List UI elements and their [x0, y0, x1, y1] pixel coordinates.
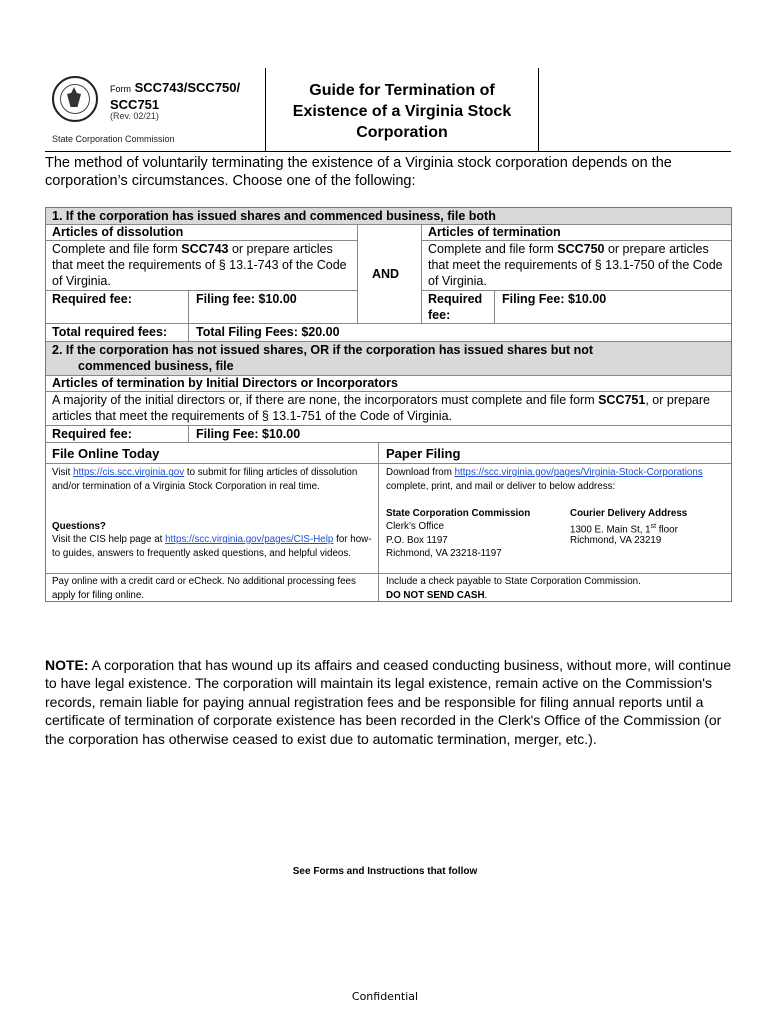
mail-title: State Corporation Commission [386, 508, 531, 519]
left-box-right-edge [357, 224, 358, 323]
dissolution-fee: Filing fee: $10.00 [196, 292, 297, 306]
courier-line1-sup: st [650, 523, 657, 530]
mail-line1: Clerk’s Office [386, 521, 444, 532]
title-line3: Corporation [356, 124, 448, 141]
rule [188, 323, 189, 341]
stock-corporations-link[interactable]: https://scc.virginia.gov/pages/Virginia-Stock-Corporations [454, 467, 703, 478]
option2-title: Articles of termination by Initial Directors or Incorporators [52, 376, 398, 390]
online-heading: File Online Today [52, 446, 160, 461]
option2-description [52, 392, 728, 424]
visit-post: to submit for filing articles of dissolution and/or termination of a Virginia Stock Corporation in real time. [52, 467, 358, 492]
dissolution-fee-label: Required fee: [52, 292, 132, 306]
termination-fee: Filing Fee: $10.00 [502, 292, 607, 306]
questions-label: Questions? [52, 521, 106, 532]
dissolution-post: or prepare articles that meet the requirements of § 13.1-743 of the Code of Virginia. [52, 242, 347, 288]
form-number [110, 80, 240, 113]
download-pre: Download from [386, 467, 455, 478]
rule [46, 442, 731, 443]
total-fees-label: Total required fees: [52, 325, 168, 339]
intro-text: The method of voluntarily terminating the existence of a Virginia stock corporation depends on the corporation’s circumstances. Choose one of the following: [45, 155, 672, 189]
page-title [268, 80, 536, 143]
termination-title: Articles of termination [428, 225, 561, 239]
title-line2: Existence of a Virginia Stock [292, 103, 512, 120]
footer-confidential: Confidential [351, 990, 419, 1003]
online-payment-text: Pay online with a credit card or eCheck. No additional processing fees apply for filing online. [52, 576, 356, 601]
option2-body-pre: A majority of the initial directors or, if there are none, the incorporators must complete and file form [52, 393, 599, 407]
right-box-left-edge [421, 224, 422, 323]
form-scc750: SCC750 [557, 242, 605, 256]
courier-title: Courier Delivery Address [570, 508, 688, 519]
help-pre: Visit the CIS help page at [52, 534, 166, 545]
option1-heading: 1. If the corporation has issued shares and commenced business, file both [52, 209, 496, 223]
title-line1: Guide for Termination of [309, 82, 495, 99]
dissolution-pre: Complete and file form [52, 242, 182, 256]
dissolution-description [52, 241, 352, 289]
form-scc751: SCC751 [598, 393, 646, 407]
mail-line2: P.O. Box 1197 [386, 535, 448, 546]
no-cash-warning: DO NOT SEND CASH [386, 589, 485, 601]
header-divider-left [265, 68, 266, 152]
note-paragraph [45, 656, 735, 748]
mail-line3: Richmond, VA 23218-1197 [386, 548, 502, 559]
option2-fee: Filing Fee: $10.00 [196, 427, 301, 441]
visit-pre: Visit [52, 467, 74, 478]
cis-link[interactable]: https://cis.scc.virginia.gov [73, 467, 185, 478]
form-numbers-line2: SCC751 [110, 97, 160, 112]
termination-description [428, 241, 724, 289]
courier-line1-post: floor [656, 524, 678, 536]
agency-name: State Corporation Commission [52, 134, 175, 144]
header-rule [45, 151, 731, 152]
virginia-seal-icon [52, 76, 98, 122]
rule [46, 463, 731, 464]
download-text [386, 466, 726, 493]
option2-body-post: , or prepare articles that meet the requirements of § 13.1-751 of the Code of Virginia. [52, 393, 710, 423]
rule [188, 290, 189, 323]
rule [494, 290, 495, 323]
revision-date: (Rev. 02/21) [110, 111, 159, 121]
and-connector: AND [372, 267, 400, 281]
no-cash-period: . [484, 589, 488, 601]
termination-post: or prepare articles that meet the requirements of § 13.1-750 of the Code of Virginia. [428, 242, 723, 288]
help-post: for how-to guides, answers to frequently asked questions, and helpful videos. [52, 534, 372, 559]
header-divider-right [538, 68, 539, 152]
termination-fee-label: Required fee: [428, 292, 483, 322]
termination-pre: Complete and file form [428, 242, 558, 256]
see-forms-text: See Forms and Instructions that follow [292, 866, 478, 877]
form-numbers-line1: SCC743/SCC750/ [134, 80, 241, 95]
rule [378, 442, 379, 601]
rule [46, 425, 731, 426]
rule [188, 425, 189, 442]
total-fees-value: Total Filing Fees: $20.00 [196, 325, 340, 339]
option2-heading-line2: commenced business, file [78, 359, 234, 373]
option2-heading-line1: 2. If the corporation has not issued shares, OR if the corporation has issued shares but not [52, 343, 594, 357]
check-note [386, 575, 726, 602]
dissolution-title: Articles of dissolution [52, 225, 184, 239]
option2-fee-label: Required fee: [52, 427, 132, 441]
rule [46, 573, 731, 574]
courier-line2: Richmond, VA 23219 [570, 535, 662, 546]
help-text [52, 533, 372, 560]
form-prefix: Form [110, 84, 131, 94]
courier-line1-pre: 1300 E. Main St, 1 [570, 524, 651, 536]
note-text: A corporation that has wound up its affairs and ceased conducting business, without more, will continue to have legal existence. The corporation will maintain its legal existence, remain active on the Commission's records, remain liable for paying annual registration fees and be responsible for filing annual reports until a certificate of termination of corporate existence has been recorded in the Clerk's Office of the Commission (or the corporation has otherwise ceased to exist due to automatic termination, merger, etc.). [45, 657, 732, 747]
online-visit-text [52, 466, 372, 493]
download-post: complete, print, and mail or deliver to below address: [386, 480, 616, 492]
cis-help-link[interactable]: https://scc.virginia.gov/pages/CIS-Help [165, 534, 334, 545]
check-note-text: Include a check payable to State Corporation Commission. [386, 576, 641, 587]
form-scc743: SCC743 [181, 242, 229, 256]
paper-heading: Paper Filing [386, 446, 461, 461]
note-label: NOTE: [45, 657, 89, 673]
